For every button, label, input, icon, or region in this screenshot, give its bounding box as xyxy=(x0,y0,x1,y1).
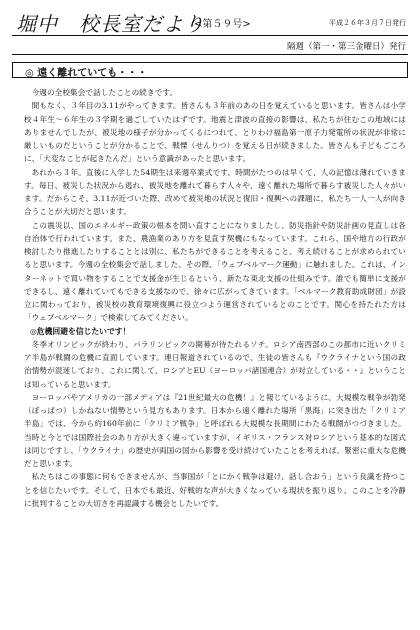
title-row xyxy=(12,8,408,34)
paragraph: 今週の全校集会で話したことの続きです。 xyxy=(31,88,178,97)
paragraph: ヨーロッパやアメリカの一部メディアは『21世紀最大の危機！』と報じているように、大規模な戦争が勃発（ぼっぱつ）しかねない情勢という見方もあります。日本から遠く離れた場所「黒海」に突き出た「クリミア半島」では、今から約160年前に「クリミア戦争」と呼ばれる大規模な長期間にわたる戦闘がつづきました。当時と今とでは国際社会のあり方が大きく違っていますが、イギリス・フランス対ロシアという基本的な図式は同じですし、「ウクライナ」の歴史が両国の国から影響を受け続けていたことを考えれば、緊密に重大な危機だと思います。 xyxy=(24,392,406,468)
section-marker: ◎ xyxy=(25,68,34,79)
section-heading-box xyxy=(12,62,408,78)
paragraph: 冬季オリンピックが終わり、パラリンピックの開幕が待たれるソチ。ロシア南西部のこの都市に近いクリミア半島が戦闘の危機に直面しています。連日報道されているので、生徒の皆さんも『ウクライナという国の政治情勢が混迷しており、これに関して、ロシアとEU（ヨーロッパ諸国連合）が対立している・・』ということは知っていると思います。 xyxy=(24,339,406,389)
title-rule xyxy=(12,35,408,36)
paragraph: この震災以、国のエネルギー政策の根本を問い直すことになりましたし、防災指針や防災計画の見直しは各自治体で行われています。また、農漁業のあり方を見直す契機にもなっています。これら、国や地方の行政が検討したり推進したりすることとは別に、私たちができることを考えること、考え続けることが求められていると思います。今週の全校集会で話しました。その際、「ウェブベルマーク運動」に触れました。これは、インターネットで買い物をすることで支援金が生じるという、新たな東北支援の仕組みです。誰でも簡単に支援ができるし、遠く離れていてもできる支援なので、徐々に広がってきています。「ベルマーク教育助成財団」が設立に関わっており、被災校の教育環境復興に役立つよう運営されているとのことです。関心を持たれた方は「ウェブベルマーク」で検索してみてください。 xyxy=(24,220,406,323)
header-bottom-rule xyxy=(12,54,408,55)
section-title: 遠く離れていても・・・ xyxy=(37,68,148,79)
section-heading xyxy=(25,64,147,79)
newsletter-title: 堀中 校長室だより xyxy=(16,12,205,36)
paragraph: 私たちはこの事態に何もできませんが、当事国が「とにかく戦争は避け、話し合おう」という良識を持つことを信じたいです。そして、日本でも最近、好戦的な声が大きくなっている現状を振り返り、このことを冷静に批判することの大切さを再認識する機会としたいです。 xyxy=(24,472,406,508)
paragraph: あれから３年。直後に入学した54期生は来週卒業式です。時間がたつのは早くて、人の記憶は薄れていきます。毎日、被災した状況から逃れ、被災地を離れて暮らす人々や、遠く離れた場所で暮らす被災した人々がいます。だからこそ、3.11が近づいた際、改めて被災地の状況と復旧・復興への課題に、私たち一人一人が向き合うことが大切だと思います。 xyxy=(24,167,406,217)
issue-number: <第５９号> xyxy=(194,19,251,30)
issue-date: 平成２６年３月７日発行 xyxy=(329,19,406,27)
masthead xyxy=(12,8,408,52)
publication-frequency: 隔週（第一・第三金曜日）発行 xyxy=(286,42,406,52)
subsection-heading: ◎危機回避を信じたいです！ xyxy=(30,326,131,336)
article-body xyxy=(24,86,406,510)
paragraph: 間もなく、３年目の3.11がやってきます。皆さんも３年前のあの日を覚えていると思います。皆さんは小学校４年生〜６年生の３学期を過ごしていたはずです。地震と津波の直接の影響は、私たちが住むこの地域にはありませんでしたが、被災地の様子が分かってくるにつれて、とりわけ福島第一原子力発電所の状況が非常に厳しいものだということが分かることで、戦慄（せんりつ）を覚える日が続きました。皆さんも子どもごころに、「大変なことが起きたんだ」という意識があったと思います。 xyxy=(24,101,406,164)
